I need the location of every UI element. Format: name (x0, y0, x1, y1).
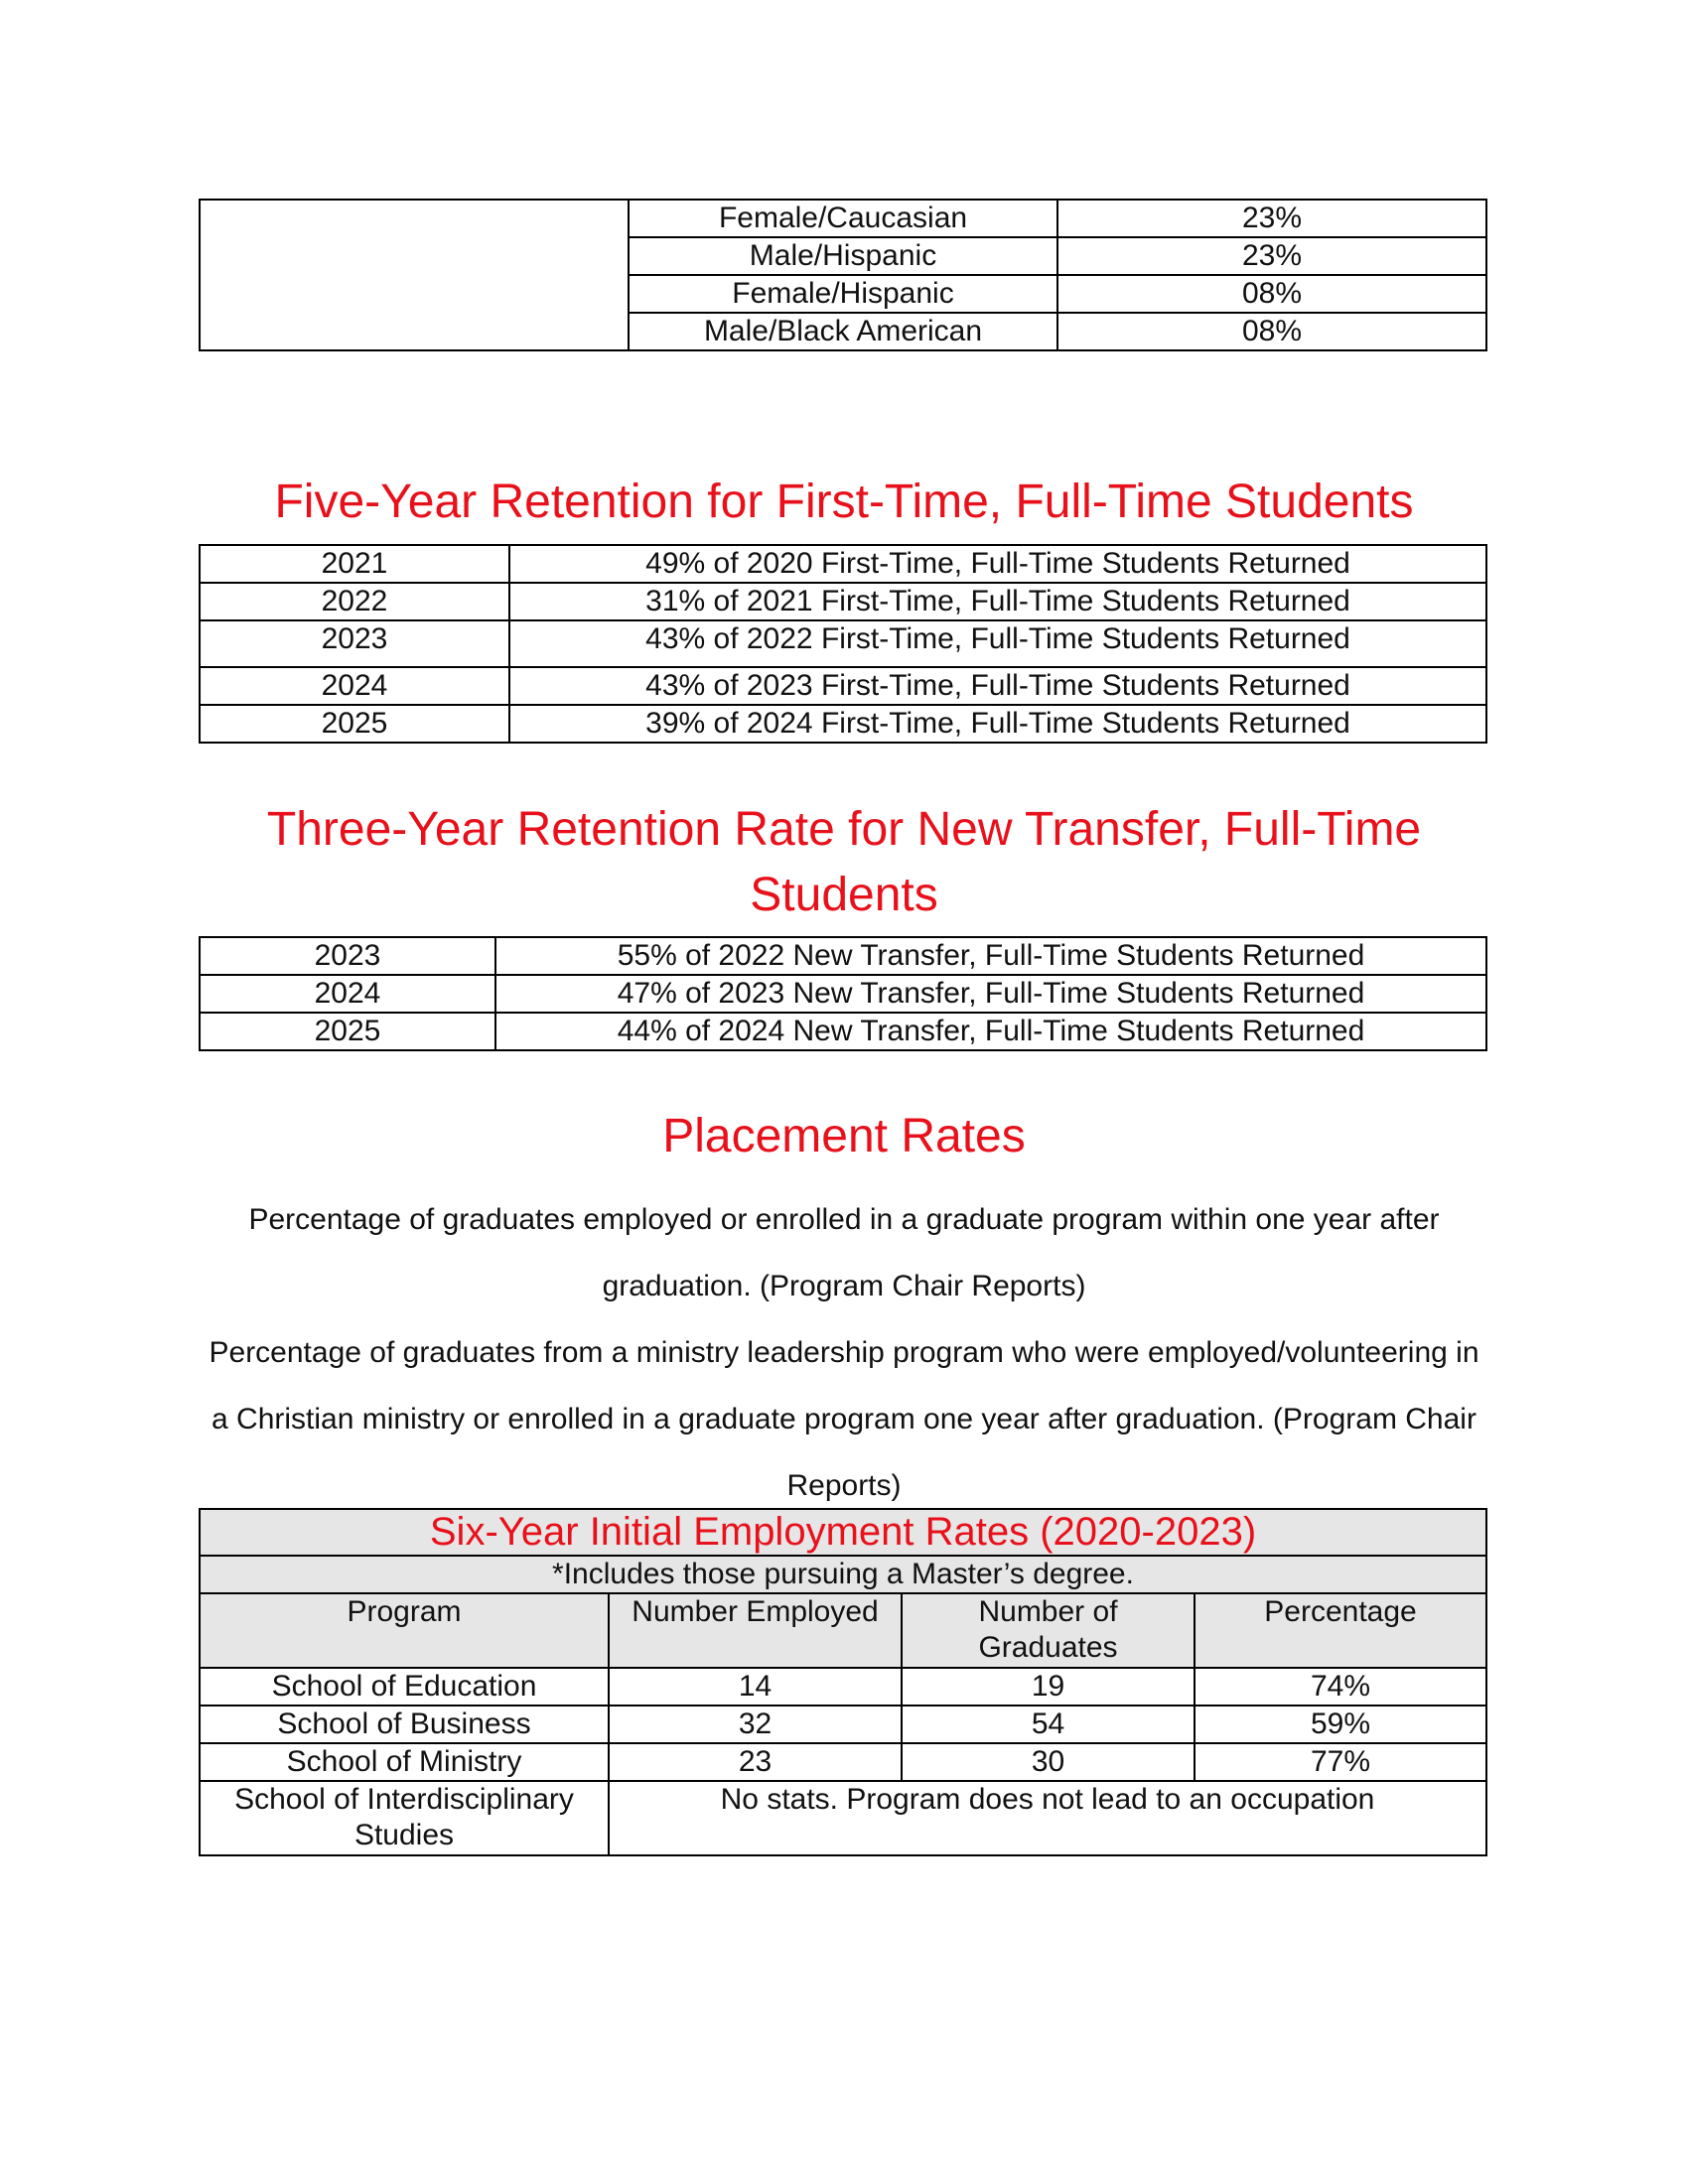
retention-year: 2024 (200, 975, 495, 1013)
header-graduates-line1: Number of (978, 1595, 1118, 1628)
demographic-percent: 08% (1057, 313, 1486, 350)
placement-paragraph-2-line3: Reports) (786, 1469, 902, 1502)
demographic-group: Female/Hispanic (629, 275, 1057, 313)
three-year-retention-table (199, 936, 1487, 1051)
retention-year: 2025 (200, 1013, 495, 1050)
retention-year: 2022 (200, 583, 509, 620)
demographic-percent: 23% (1057, 200, 1486, 237)
percentage: 74% (1195, 1668, 1486, 1706)
employment-table-note: *Includes those pursuing a Master’s degree. (200, 1556, 1486, 1593)
retention-year: 2023 (200, 620, 509, 667)
number-graduates: 54 (902, 1706, 1195, 1743)
number-graduates: 30 (902, 1743, 1195, 1781)
placement-paragraph-1-line1: Percentage of graduates employed or enrolled in a graduate program within one year after (248, 1203, 1440, 1236)
table-row (200, 1706, 1486, 1743)
demographic-percent: 08% (1057, 275, 1486, 313)
demographic-percent: 23% (1057, 237, 1486, 275)
placement-paragraph-2-line2: a Christian ministry or enrolled in a graduate program one year after graduation. (Program Chair (211, 1403, 1477, 1435)
table-row (200, 1668, 1486, 1706)
retention-year: 2024 (200, 667, 509, 705)
retention-text: 49% of 2020 First-Time, Full-Time Students Returned (509, 545, 1486, 583)
five-year-retention-heading: Five-Year Retention for First-Time, Full-Time Students (274, 476, 1414, 528)
demographic-group: Male/Black American (629, 313, 1057, 350)
placement-paragraph-1-line2: graduation. (Program Chair Reports) (602, 1270, 1086, 1302)
retention-text: 31% of 2021 First-Time, Full-Time Students Returned (509, 583, 1486, 620)
three-year-retention-heading: Three-Year Retention Rate for New Transfer, Full-Time (266, 803, 1422, 856)
demographics-empty-cell (200, 200, 629, 350)
employment-table-title: Six-Year Initial Employment Rates (2020-2023) (200, 1509, 1486, 1556)
retention-text: 55% of 2022 New Transfer, Full-Time Students Returned (495, 937, 1486, 975)
table-row (200, 1743, 1486, 1781)
header-graduates-line2: Graduates (978, 1631, 1118, 1664)
program-name: School of Ministry (200, 1743, 609, 1781)
five-year-retention-table (199, 544, 1487, 744)
demographic-group: Male/Hispanic (629, 237, 1057, 275)
header-number-of-graduates (902, 1593, 1195, 1668)
program-name (200, 1781, 609, 1855)
demographics-table (199, 199, 1487, 351)
header-program: Program (200, 1593, 609, 1668)
retention-year: 2023 (200, 937, 495, 975)
number-employed: 32 (609, 1706, 902, 1743)
employment-rates-table (199, 1508, 1487, 1856)
retention-text: 43% of 2023 First-Time, Full-Time Students Returned (509, 667, 1486, 705)
retention-text: 47% of 2023 New Transfer, Full-Time Students Returned (495, 975, 1486, 1013)
program-name-line1: School of Interdisciplinary (234, 1783, 574, 1816)
retention-text: 44% of 2024 New Transfer, Full-Time Students Returned (495, 1013, 1486, 1050)
program-name: School of Business (200, 1706, 609, 1743)
header-number-employed: Number Employed (609, 1593, 902, 1668)
three-year-retention-heading-line2: Students (750, 869, 938, 921)
program-name: School of Education (200, 1668, 609, 1706)
percentage: 59% (1195, 1706, 1486, 1743)
retention-year: 2021 (200, 545, 509, 583)
number-graduates: 19 (902, 1668, 1195, 1706)
program-name-line2: Studies (353, 1819, 455, 1851)
placement-paragraph-2-line1: Percentage of graduates from a ministry leadership program who were employed/volunteering in (209, 1336, 1479, 1369)
retention-text: 43% of 2022 First-Time, Full-Time Students Returned (509, 620, 1486, 667)
retention-text: 39% of 2024 First-Time, Full-Time Students Returned (509, 705, 1486, 743)
no-stats-note: No stats. Program does not lead to an occupation (609, 1781, 1486, 1855)
retention-year: 2025 (200, 705, 509, 743)
percentage: 77% (1195, 1743, 1486, 1781)
number-employed: 14 (609, 1668, 902, 1706)
demographic-group: Female/Caucasian (629, 200, 1057, 237)
header-percentage: Percentage (1195, 1593, 1486, 1668)
table-row (200, 1781, 1486, 1855)
placement-rates-heading: Placement Rates (662, 1110, 1026, 1162)
number-employed: 23 (609, 1743, 902, 1781)
